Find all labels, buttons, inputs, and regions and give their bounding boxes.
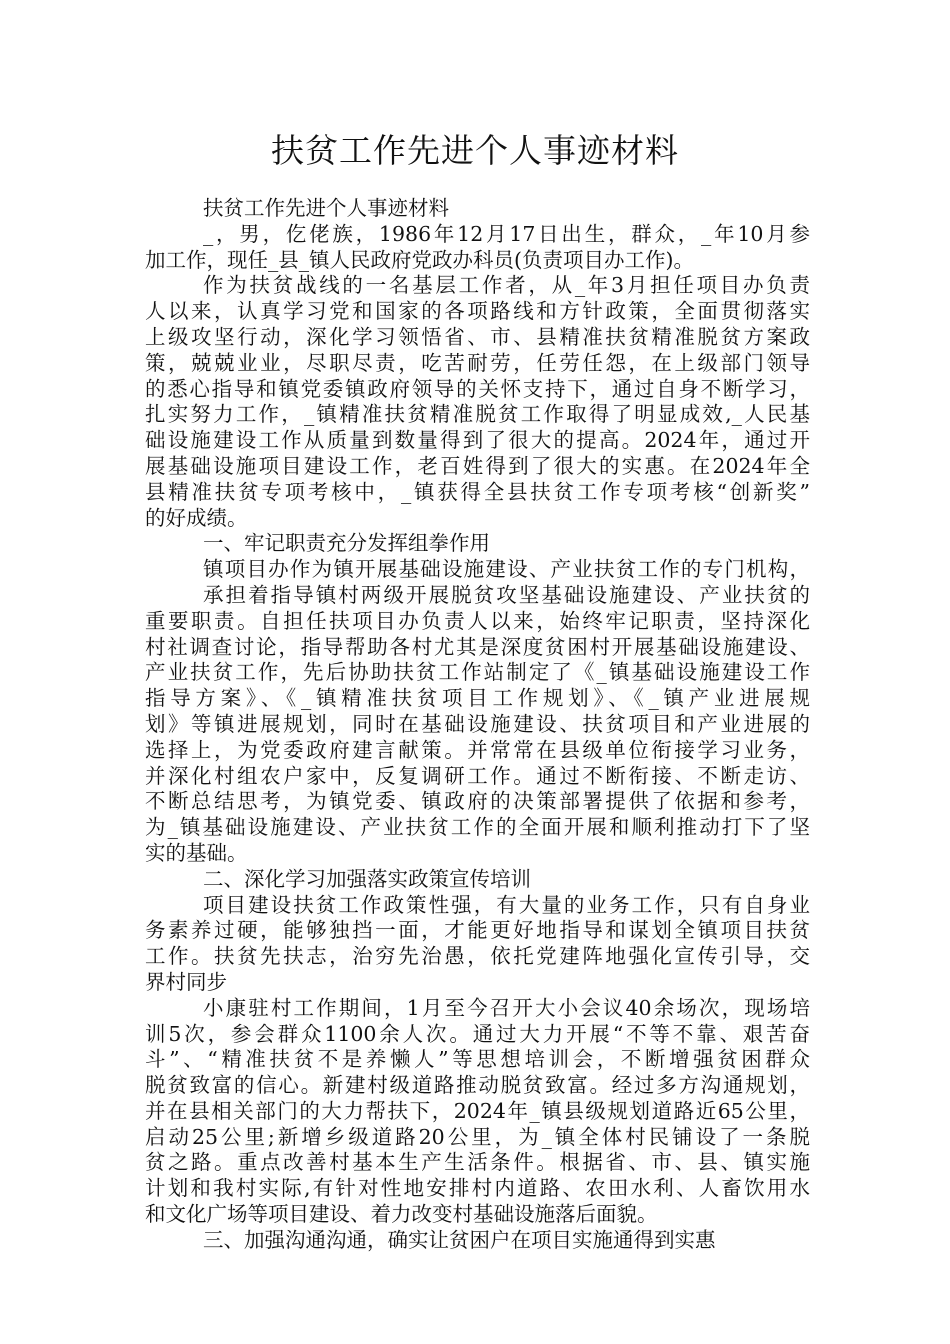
body-line: 并在县相关部门的大力帮扶下，2024年_镇县级规划道路近65公里，	[145, 1098, 810, 1123]
body-line: 镇项目办作为镇开展基础设施建设、产业扶贫工作的专门机构，	[203, 557, 810, 582]
body-line: 为_镇基础设施建设、产业扶贫工作的全面开展和顺利推动打下了坚	[145, 815, 810, 840]
body-line: 斗”、“精准扶贫不是养懒人”等思想培训会，不断增强贫困群众	[145, 1047, 810, 1072]
body-line: 界村同步	[145, 969, 227, 994]
body-line: 县精准扶贫专项考核中，_镇获得全县扶贫工作专项考核“创新奖”	[145, 479, 810, 504]
body-line: 务素养过硬，能够独挡一面，才能更好地指导和谋划全镇项目扶贫	[145, 918, 810, 943]
body-line: 并深化村组农户家中，反复调研工作。通过不断衔接、不断走访、	[145, 763, 810, 788]
body-line: 训5次，参会群众1100余人次。通过大力开展“不等不靠、艰苦奋	[145, 1021, 810, 1046]
body-line: 选择上，为党委政府建言献策。并常常在县级单位衔接学习业务，	[145, 737, 810, 762]
body-line: 指导方案》、《_镇精准扶贫项目工作规划》、《_镇产业进展规	[145, 686, 810, 711]
body-line: 上级攻坚行动，深化学习领悟省、市、县精准扶贫精准脱贫方案政	[145, 324, 810, 349]
body-line: 重要职责。自担任扶项目办负责人以来，始终牢记职责，坚持深化	[145, 608, 810, 633]
body-line: 产业扶贫工作，先后协助扶贫工作站制定了《_镇基础设施建设工作	[145, 660, 810, 685]
body-line: 承担着指导镇村两级开展脱贫攻坚基础设施建设、产业扶贫的	[203, 582, 810, 607]
body-line: 贫之路。重点改善村基本生产生活条件。根据省、市、县、镇实施	[145, 1150, 810, 1175]
body-line: 扎实努力工作，_镇精准扶贫精准脱贫工作取得了明显成效,_人民基	[145, 402, 810, 427]
body-line: 的好成绩。	[145, 505, 248, 530]
body-line: 人以来，认真学习党和国家的各项路线和方针政策，全面贯彻落实	[145, 299, 810, 324]
body-line: 的悉心指导和镇党委镇政府领导的关怀支持下，通过自身不断学习，	[145, 376, 810, 401]
body-line: 一、牢记职责充分发挥组拳作用	[203, 531, 490, 556]
body-line: 工作。扶贫先扶志，治穷先治愚，依托党建阵地强化宣传引导，交	[145, 944, 810, 969]
body-line: 小康驻村工作期间，1月至今召开大小会议40余场次，现场培	[203, 995, 810, 1020]
body-line: 二、深化学习加强落实政策宣传培训	[203, 866, 531, 891]
body-line: 项目建设扶贫工作政策性强，有大量的业务工作，只有自身业	[203, 892, 810, 917]
body-line: 扶贫工作先进个人事迹材料	[203, 196, 449, 220]
body-line: 加工作，现任_县_镇人民政府党政办科员(负责项目办工作)。	[145, 247, 694, 272]
body-line: 不断总结思考，为镇党委、镇政府的决策部署提供了依据和参考，	[145, 789, 810, 814]
body-line: 计划和我村实际,有针对性地安排村内道路、农田水利、人畜饮用水	[145, 1176, 810, 1201]
body-line: 策，兢兢业业，尽职尽责，吃苦耐劳，任劳任怨，在上级部门领导	[145, 350, 810, 375]
body-line: 村社调查讨论，指导帮助各村尤其是深度贫困村开展基础设施建设、	[145, 634, 810, 659]
body-line: 划》等镇进展规划，同时在基础设施建设、扶贫项目和产业进展的	[145, 711, 810, 736]
body-line: 作为扶贫战线的一名基层工作者，从_年3月担任项目办负责	[203, 273, 810, 298]
body-line: 脱贫致富的信心。新建村级道路推动脱贫致富。经过多方沟通规划，	[145, 1073, 810, 1098]
body-line: 启动25公里;新增乡级道路20公里，为_镇全体村民铺设了一条脱	[145, 1124, 810, 1149]
body-line: 础设施建设工作从质量到数量得到了很大的提高。2024年，通过开	[145, 428, 810, 453]
body-line: 实的基础。	[145, 840, 248, 865]
body-line: 展基础设施项目建设工作，老百姓得到了很大的实惠。在2024年全	[145, 453, 810, 478]
body-line: _，男，仡佬族，1986年12月17日出生，群众，_年10月参	[203, 221, 810, 246]
document-title: 扶贫工作先进个人事迹材料	[271, 131, 679, 170]
body-line: 和文化广场等项目建设、着力改变村基础设施落后面貌。	[145, 1202, 658, 1227]
body-line: 三、加强沟通沟通，确实让贫困户在项目实施通得到实惠	[203, 1227, 716, 1252]
document-body	[145, 196, 810, 1254]
